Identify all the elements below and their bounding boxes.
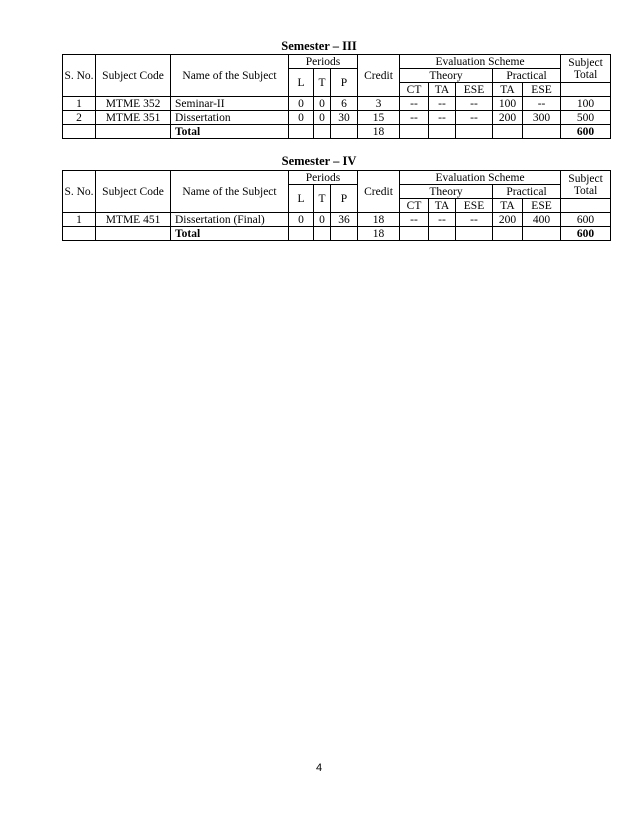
semester-3-table (62, 54, 611, 139)
cell-blank (400, 227, 429, 241)
cell-blank (63, 227, 96, 241)
cell-credit: 3 (358, 97, 400, 111)
cell-blank (523, 125, 561, 139)
table-row (63, 213, 611, 227)
cell-blank (331, 125, 358, 139)
header-subject-code: Subject Code (96, 55, 171, 97)
cell-ta: -- (429, 97, 456, 111)
total-credit: 18 (358, 227, 400, 241)
cell-total: 500 (561, 111, 611, 125)
header-periods: Periods (289, 55, 358, 69)
cell-ese: -- (456, 111, 493, 125)
semester-4-table (62, 170, 611, 241)
cell-total: 600 (561, 213, 611, 227)
cell-practical-ta: 200 (493, 213, 523, 227)
cell-credit: 15 (358, 111, 400, 125)
header-sno: S. No. (63, 171, 96, 213)
header-p: P (331, 69, 358, 97)
cell-blank (63, 125, 96, 139)
cell-blank (400, 125, 429, 139)
cell-blank (96, 125, 171, 139)
header-blank (561, 199, 611, 213)
cell-ta: -- (429, 213, 456, 227)
cell-l: 0 (289, 213, 314, 227)
cell-t: 0 (314, 111, 331, 125)
cell-practical-ese: 400 (523, 213, 561, 227)
cell-blank (523, 227, 561, 241)
header-ese: ESE (456, 199, 493, 213)
total-row (63, 125, 611, 139)
cell-blank (493, 227, 523, 241)
total-credit: 18 (358, 125, 400, 139)
grand-total: 600 (561, 125, 611, 139)
header-subject-total: Subject Total (561, 55, 611, 83)
cell-blank (331, 227, 358, 241)
header-p: P (331, 185, 358, 213)
header-credit: Credit (358, 171, 400, 213)
header-subject-total: Subject Total (561, 171, 611, 199)
header-ta: TA (429, 199, 456, 213)
semester-4-title: Semester – IV (281, 154, 357, 168)
cell-practical-ese: 300 (523, 111, 561, 125)
cell-l: 0 (289, 97, 314, 111)
cell-l: 0 (289, 111, 314, 125)
header-practical-ta: TA (493, 199, 523, 213)
header-evaluation-scheme: Evaluation Scheme (400, 171, 561, 185)
header-subject-name: Name of the Subject (171, 55, 289, 97)
cell-practical-ta: 200 (493, 111, 523, 125)
cell-blank (289, 125, 314, 139)
total-label: Total (171, 227, 289, 241)
header-practical-ese: ESE (523, 83, 561, 97)
header-practical-ta: TA (493, 83, 523, 97)
cell-blank (314, 125, 331, 139)
cell-p: 36 (331, 213, 358, 227)
cell-total: 100 (561, 97, 611, 111)
cell-blank (456, 125, 493, 139)
page-number: 4 (315, 762, 323, 774)
header-theory: Theory (400, 69, 493, 83)
grand-total: 600 (561, 227, 611, 241)
cell-blank (429, 227, 456, 241)
cell-code: MTME 451 (96, 213, 171, 227)
header-t: T (314, 69, 331, 97)
header-ct: CT (400, 83, 429, 97)
header-ct: CT (400, 199, 429, 213)
cell-blank (429, 125, 456, 139)
cell-ct: -- (400, 111, 429, 125)
header-sno: S. No. (63, 55, 96, 97)
header-credit: Credit (358, 55, 400, 97)
cell-ta: -- (429, 111, 456, 125)
cell-ese: -- (456, 213, 493, 227)
header-practical: Practical (493, 185, 561, 199)
cell-name: Dissertation (171, 111, 289, 125)
header-evaluation-scheme: Evaluation Scheme (400, 55, 561, 69)
cell-ct: -- (400, 97, 429, 111)
header-blank (561, 83, 611, 97)
header-subject-name: Name of the Subject (171, 171, 289, 213)
cell-practical-ese: -- (523, 97, 561, 111)
cell-t: 0 (314, 97, 331, 111)
cell-code: MTME 351 (96, 111, 171, 125)
cell-name: Dissertation (Final) (171, 213, 289, 227)
cell-p: 6 (331, 97, 358, 111)
table-row (63, 97, 611, 111)
cell-sno: 2 (63, 111, 96, 125)
cell-blank (96, 227, 171, 241)
header-ta: TA (429, 83, 456, 97)
header-l: L (289, 69, 314, 97)
cell-blank (289, 227, 314, 241)
table-row (63, 111, 611, 125)
header-practical-ese: ESE (523, 199, 561, 213)
cell-code: MTME 352 (96, 97, 171, 111)
header-t: T (314, 185, 331, 213)
cell-blank (493, 125, 523, 139)
header-l: L (289, 185, 314, 213)
cell-sno: 1 (63, 97, 96, 111)
header-subject-code: Subject Code (96, 171, 171, 213)
cell-practical-ta: 100 (493, 97, 523, 111)
cell-ct: -- (400, 213, 429, 227)
semester-3-title: Semester – III (281, 39, 357, 53)
cell-sno: 1 (63, 213, 96, 227)
cell-credit: 18 (358, 213, 400, 227)
header-theory: Theory (400, 185, 493, 199)
total-row (63, 227, 611, 241)
cell-blank (314, 227, 331, 241)
cell-t: 0 (314, 213, 331, 227)
cell-p: 30 (331, 111, 358, 125)
cell-name: Seminar-II (171, 97, 289, 111)
total-label: Total (171, 125, 289, 139)
cell-ese: -- (456, 97, 493, 111)
header-practical: Practical (493, 69, 561, 83)
header-periods: Periods (289, 171, 358, 185)
cell-blank (456, 227, 493, 241)
header-ese: ESE (456, 83, 493, 97)
